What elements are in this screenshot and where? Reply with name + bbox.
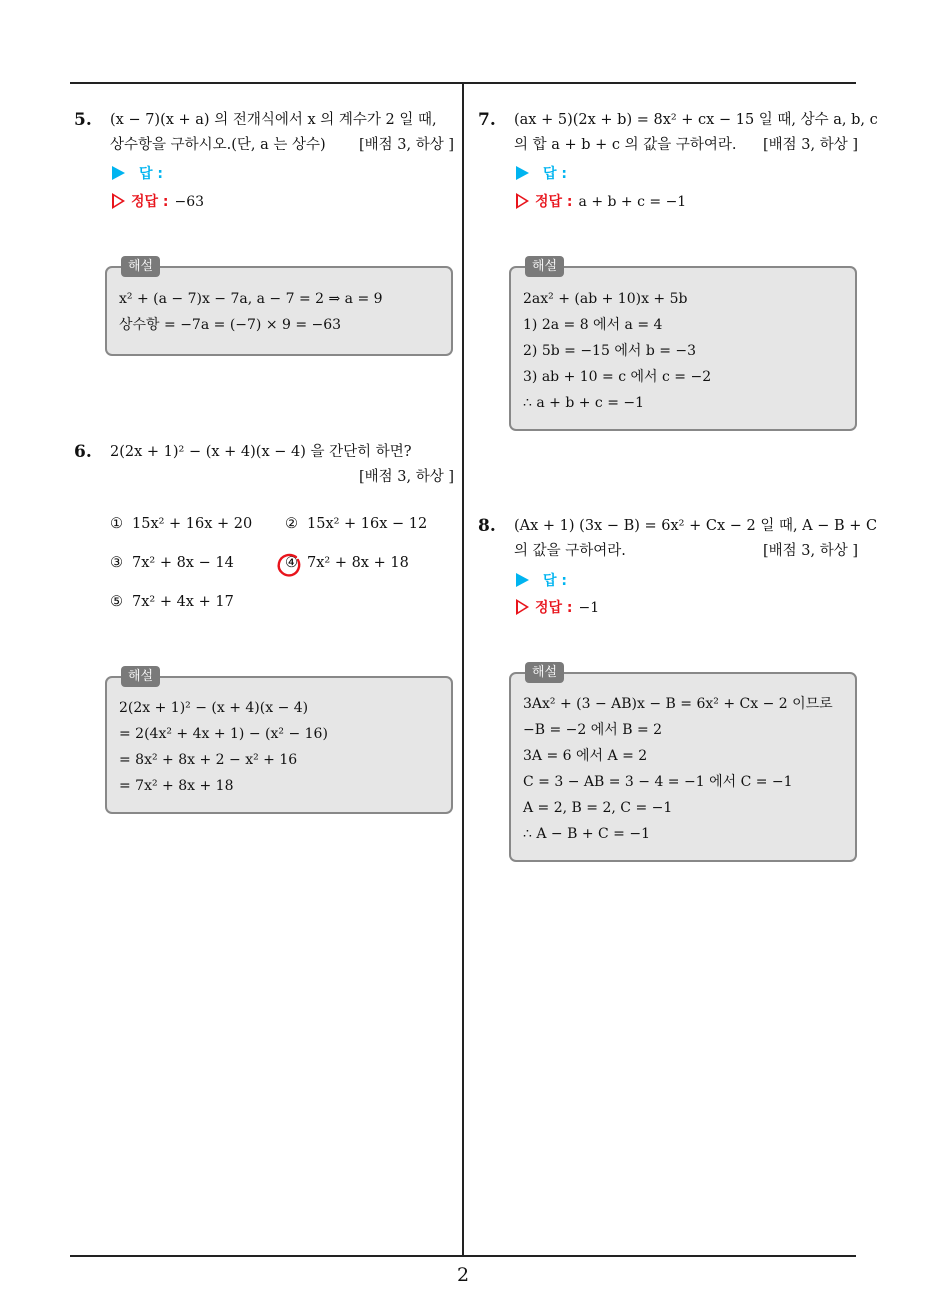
answer-label: 답 : xyxy=(543,166,567,182)
solution-line: 2) 5b = −15 에서 b = −3 xyxy=(523,343,697,359)
solution-line: ∴ a + b + c = −1 xyxy=(523,395,645,411)
problem-8 xyxy=(478,514,878,624)
grade-label: [배점 3, 하상 ] xyxy=(358,137,454,153)
choice-text: 7x² + 8x + 18 xyxy=(307,555,409,571)
solution-line: 3) ab + 10 = c 에서 c = −2 xyxy=(523,369,712,385)
answer-arrow-icon xyxy=(516,573,529,587)
answer-row xyxy=(516,162,567,186)
solution-line: 3Ax² + (3 − AB)x − B = 6x² + Cx − 2 이므로 xyxy=(523,696,833,712)
solution-tag: 해설 xyxy=(525,256,564,277)
correct-answer-row xyxy=(112,190,204,214)
correct-arrow-icon xyxy=(112,193,125,209)
problem-text xyxy=(514,108,878,158)
problem-line: 2(2x + 1)² − (x + 4)(x − 4) 을 간단히 하면? xyxy=(110,444,412,460)
solution-box-7 xyxy=(509,259,857,431)
problem-6 xyxy=(74,440,454,490)
solution-lines xyxy=(523,691,847,847)
grade-label: [배점 3, 하상 ] xyxy=(358,469,454,485)
problem-line-with-grade xyxy=(514,133,858,158)
correct-value: −63 xyxy=(174,194,205,210)
answer-label: 답 : xyxy=(543,573,567,589)
problem-number: 8. xyxy=(478,516,496,536)
solution-line: 상수항 = −7a = (−7) × 9 = −63 xyxy=(119,317,342,333)
answer-arrow-icon xyxy=(516,166,529,180)
problem-number: 6. xyxy=(74,442,92,462)
grade-label: [배점 3, 하상 ] xyxy=(762,137,858,153)
choice-2[interactable] xyxy=(285,516,427,532)
choice-mark: ② xyxy=(285,516,298,532)
solution-box-5 xyxy=(105,259,453,356)
choice-1[interactable] xyxy=(110,516,252,532)
choice-text: 15x² + 16x + 20 xyxy=(132,516,253,532)
bottom-rule xyxy=(70,1255,856,1257)
correct-label: 정답 : xyxy=(535,600,573,616)
answer-label: 답 : xyxy=(139,166,163,182)
choice-5[interactable] xyxy=(110,594,234,610)
column-divider xyxy=(462,83,464,1255)
selected-answer-circle-icon xyxy=(276,552,302,578)
solution-line: 2ax² + (ab + 10)x + 5b xyxy=(523,291,688,307)
problem-text xyxy=(110,440,454,490)
correct-value: a + b + c = −1 xyxy=(578,194,687,210)
choice-text: 7x² + 8x − 14 xyxy=(132,555,234,571)
problem-text xyxy=(514,514,878,564)
solution-box-6 xyxy=(105,669,453,814)
solution-line: = 8x² + 8x + 2 − x² + 16 xyxy=(119,752,298,768)
solution-tag: 해설 xyxy=(121,666,160,687)
solution-line: = 7x² + 8x + 18 xyxy=(119,778,234,794)
correct-arrow-icon xyxy=(516,599,529,615)
correct-answer-row xyxy=(516,190,686,214)
problem-line: (Ax + 1) (3x − B) = 6x² + Cx − 2 일 때, A − B + C xyxy=(514,518,878,534)
solution-line: = 2(4x² + 4x + 1) − (x² − 16) xyxy=(119,726,328,742)
solution-tag: 해설 xyxy=(121,256,160,277)
answer-row xyxy=(112,162,163,186)
choice-text: 15x² + 16x − 12 xyxy=(307,516,428,532)
choice-3[interactable] xyxy=(110,555,234,571)
solution-line: A = 2, B = 2, C = −1 xyxy=(523,800,673,816)
solution-lines xyxy=(119,286,443,338)
problem-text xyxy=(110,108,454,158)
solution-line: ∴ A − B + C = −1 xyxy=(523,826,650,842)
problem-line: (ax + 5)(2x + b) = 8x² + cx − 15 일 때, 상수 a, b, c xyxy=(514,112,878,128)
problem-number: 5. xyxy=(74,110,92,130)
solution-tag: 해설 xyxy=(525,662,564,683)
correct-arrow-icon xyxy=(516,193,529,209)
solution-line: 1) 2a = 8 에서 a = 4 xyxy=(523,317,663,333)
grade-line xyxy=(110,465,454,490)
solution-line: x² + (a − 7)x − 7a, a − 7 = 2 ⇒ a = 9 xyxy=(119,291,383,307)
problem-line-with-grade xyxy=(514,539,858,564)
problem-line: (x − 7)(x + a) 의 전개식에서 x 의 계수가 2 일 때, xyxy=(110,112,437,128)
problem-number: 7. xyxy=(478,110,496,130)
answer-arrow-icon xyxy=(112,166,125,180)
solution-lines xyxy=(119,695,443,799)
correct-label: 정답 : xyxy=(131,194,169,210)
problem-7 xyxy=(478,108,878,218)
solution-box-8 xyxy=(509,665,857,862)
solution-lines xyxy=(523,286,847,416)
problem-line-with-grade xyxy=(110,133,454,158)
choice-text: 7x² + 4x + 17 xyxy=(132,594,234,610)
correct-value: −1 xyxy=(578,600,600,616)
problem-line: 의 합 a + b + c 의 값을 구하여라. xyxy=(514,137,737,153)
choice-mark: ① xyxy=(110,516,123,532)
problem-5 xyxy=(74,108,454,218)
solution-line: 3A = 6 에서 A = 2 xyxy=(523,748,648,764)
answer-row xyxy=(516,569,567,593)
choice-mark: ⑤ xyxy=(110,594,123,610)
choice-mark: ④ xyxy=(285,555,298,571)
solution-line: C = 3 − AB = 3 − 4 = −1 에서 C = −1 xyxy=(523,774,793,790)
choice-mark: ③ xyxy=(110,555,123,571)
grade-label: [배점 3, 하상 ] xyxy=(762,543,858,559)
page-number: 2 xyxy=(456,1264,470,1286)
problem-line: 상수항을 구하시오.(단, a 는 상수) xyxy=(110,137,326,153)
correct-label: 정답 : xyxy=(535,194,573,210)
problem-line: 의 값을 구하여라. xyxy=(514,543,626,559)
solution-line: 2(2x + 1)² − (x + 4)(x − 4) xyxy=(119,700,309,716)
choice-4[interactable] xyxy=(285,555,409,571)
correct-answer-row xyxy=(516,596,599,620)
solution-line: −B = −2 에서 B = 2 xyxy=(523,722,663,738)
